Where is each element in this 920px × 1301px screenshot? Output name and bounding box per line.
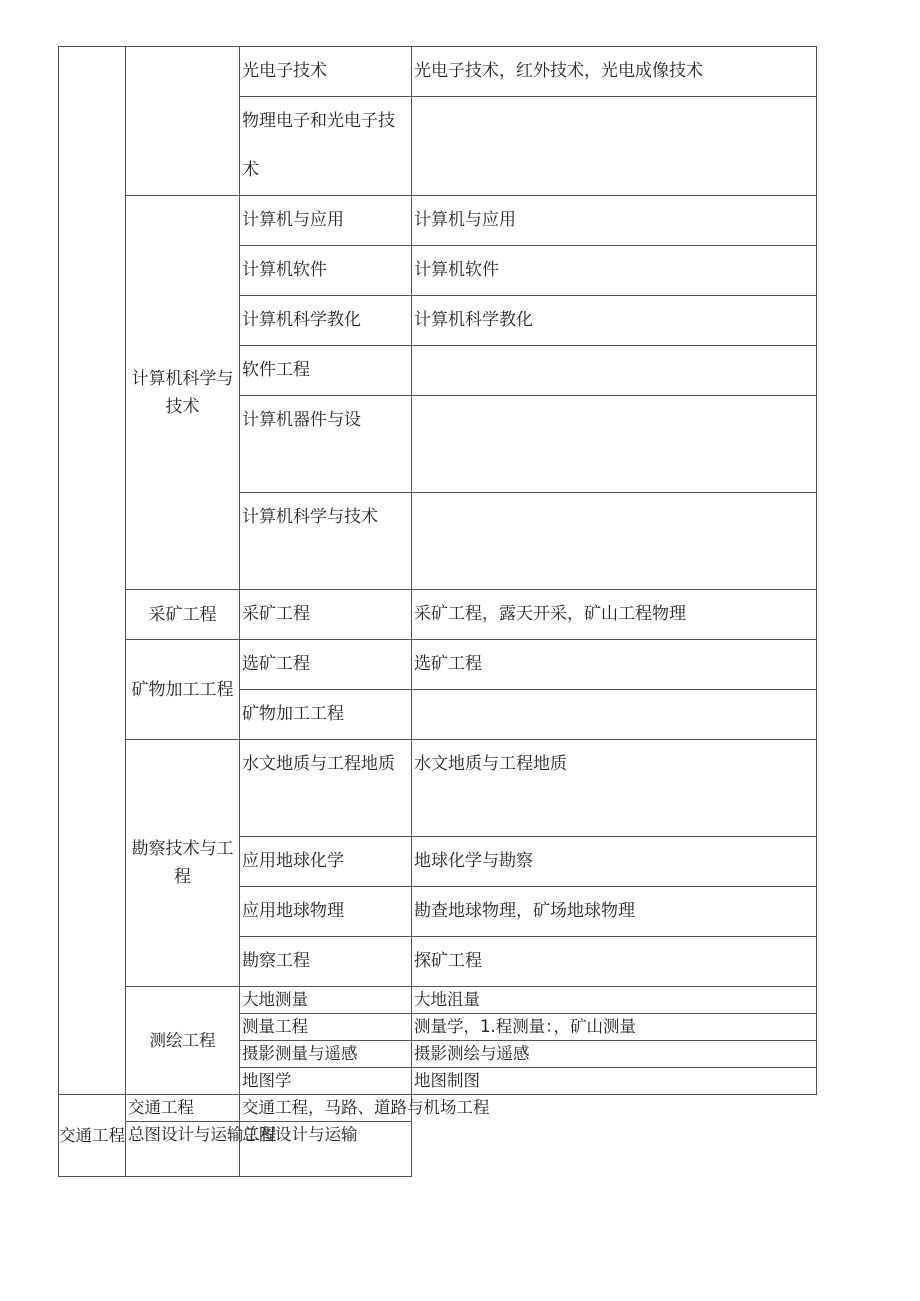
major-cell: 物理电子和光电子技术 [240, 97, 412, 196]
related-cell: 光电子技术，红外技术，光电成像技术 [412, 47, 817, 97]
category-cell: 计算机科学与技术 [126, 196, 240, 590]
related-cell: 勘查地球物理，矿场地球物理 [412, 887, 817, 937]
related-cell: 水文地质与工程地质 [412, 740, 817, 837]
category-cell [126, 47, 240, 196]
table-row [59, 640, 817, 690]
table-row [59, 1122, 817, 1177]
related-cell [412, 97, 817, 196]
major-cell: 应用地球化学 [240, 837, 412, 887]
major-cell: 计算机科学与技术 [240, 493, 412, 590]
related-cell: 计算机与应用 [412, 196, 817, 246]
category-cell: 勘察技术与工程 [126, 740, 240, 987]
table-row [59, 590, 817, 640]
related-cell [412, 346, 817, 396]
major-cell: 测量工程 [240, 1014, 412, 1041]
major-table [58, 46, 817, 1177]
category-cell: 交通工程 [59, 1095, 126, 1177]
table-row [59, 740, 817, 837]
related-cell: 计算机科学教化 [412, 296, 817, 346]
related-cell [412, 396, 817, 493]
related-cell: 地球化学与勘察 [412, 837, 817, 887]
category-cell: 采矿工程 [126, 590, 240, 640]
related-cell: 采矿工程，露天开采，矿山工程物理 [412, 590, 817, 640]
major-cell: 摄影测量与遥感 [240, 1041, 412, 1068]
table-row [59, 47, 817, 97]
discipline-cell [59, 47, 126, 1095]
major-cell: 大地测量 [240, 987, 412, 1014]
major-cell: 计算机科学教化 [240, 296, 412, 346]
category-cell: 矿物加工工程 [126, 640, 240, 740]
related-cell: 选矿工程 [412, 640, 817, 690]
table-row [59, 1095, 817, 1122]
major-cell: 选矿工程 [240, 640, 412, 690]
related-cell: 计算机软件 [412, 246, 817, 296]
related-cell: 总图设计与运输 [240, 1122, 412, 1177]
related-cell: 大地沮量 [412, 987, 817, 1014]
major-cell: 总图设计与运输工程 [126, 1122, 240, 1177]
related-cell [412, 493, 817, 590]
major-cell: 计算机器件与设 [240, 396, 412, 493]
major-cell: 地图学 [240, 1068, 412, 1095]
major-cell: 应用地球物理 [240, 887, 412, 937]
major-cell: 光电子技术 [240, 47, 412, 97]
related-cell: 摄影测绘与遥感 [412, 1041, 817, 1068]
major-cell: 采矿工程 [240, 590, 412, 640]
related-cell: 地图制图 [412, 1068, 817, 1095]
major-cell: 勘察工程 [240, 937, 412, 987]
category-cell: 测绘工程 [126, 987, 240, 1095]
major-cell: 矿物加工工程 [240, 690, 412, 740]
related-cell: 探矿工程 [412, 937, 817, 987]
related-cell [412, 690, 817, 740]
related-cell: 测量学，1.程测量：，矿山测量 [412, 1014, 817, 1041]
major-cell: 水文地质与工程地质 [240, 740, 412, 837]
table-row [59, 987, 817, 1014]
major-cell: 计算机软件 [240, 246, 412, 296]
related-cell: 交通工程，马路、道路与机场工程 [240, 1095, 412, 1122]
major-cell: 软件工程 [240, 346, 412, 396]
major-cell: 交通工程 [126, 1095, 240, 1122]
table-row [59, 196, 817, 246]
major-cell: 计算机与应用 [240, 196, 412, 246]
